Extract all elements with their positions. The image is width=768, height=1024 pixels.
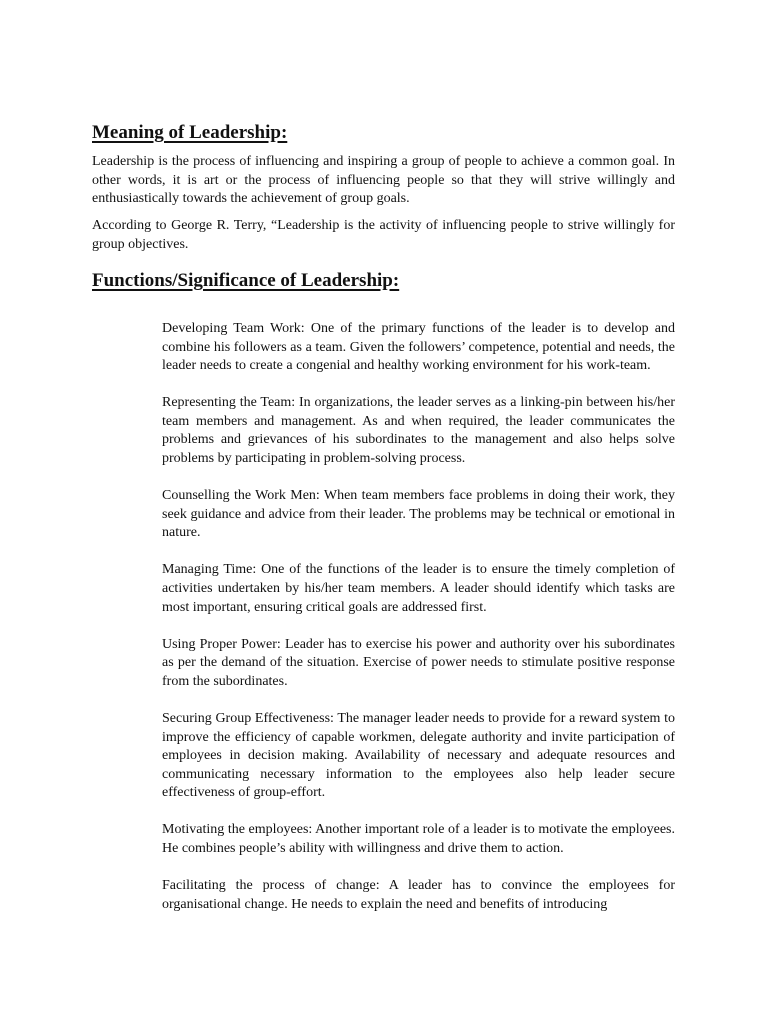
functions-heading: Functions/Significance of Leadership: [92,270,400,291]
function-item-team-work: Developing Team Work: One of the primary functions of the leader is to develop and combine his followers as a team. Given the followers’ competence, potential and needs, the leader needs to create a congenial and healthy working environment for his work-team. [162,321,675,374]
function-item-group-effectiveness: Securing Group Effectiveness: The manager leader needs to provide for a reward system to improve the efficiency of capable workmen, delegate authority and invite participation of employees in decision making. Availability of necessary and adequate resources and communicating necessary information to the employees also help leader secure effectiveness of group-effort. [162,711,675,801]
function-item-motivating: Motivating the employees: Another important role of a leader is to motivate the employees. He combines people’s ability with willingness and drive them to action. [162,822,675,857]
function-item-managing-time: Managing Time: One of the functions of the leader is to ensure the timely completion of activities undertaken by his/her team members. A leader should identify which tasks are most important, ensuring critical goals are addressed first. [162,562,675,615]
functions-list [162,320,675,933]
meaning-heading: Meaning of Leadership: [92,122,288,143]
terry-quote-paragraph: According to George R. Terry, “Leadership is the activity of influencing people to strive willingly for group objectives. [92,218,675,252]
function-item-facilitating-change: Facilitating the process of change: A leader has to convince the employees for organisational change. He needs to explain the need and benefits of introducing [162,878,675,912]
meaning-paragraph: Leadership is the process of influencing and inspiring a group of people to achieve a common goal. In other words, it is art or the process of influencing people so that they will strive willingly and enthusiastically towards the achievement of group goals. [92,154,675,206]
function-item-proper-power: Using Proper Power: Leader has to exercise his power and authority over his subordinates as per the demand of the situation. Exercise of power needs to stimulate positive response from the subordinates. [162,636,675,689]
function-item-counselling: Counselling the Work Men: When team members face problems in doing their work, they seek guidance and advice from their leader. The problems may be technical or emotional in nature. [162,488,675,541]
function-item-representing-team: Representing the Team: In organizations, the leader serves as a linking-pin between his/her team members and management. As and when required, the leader communicates the problems and grievances of his subordinates to the management and also helps solve problems by participating in problem-solving process. [162,395,675,467]
